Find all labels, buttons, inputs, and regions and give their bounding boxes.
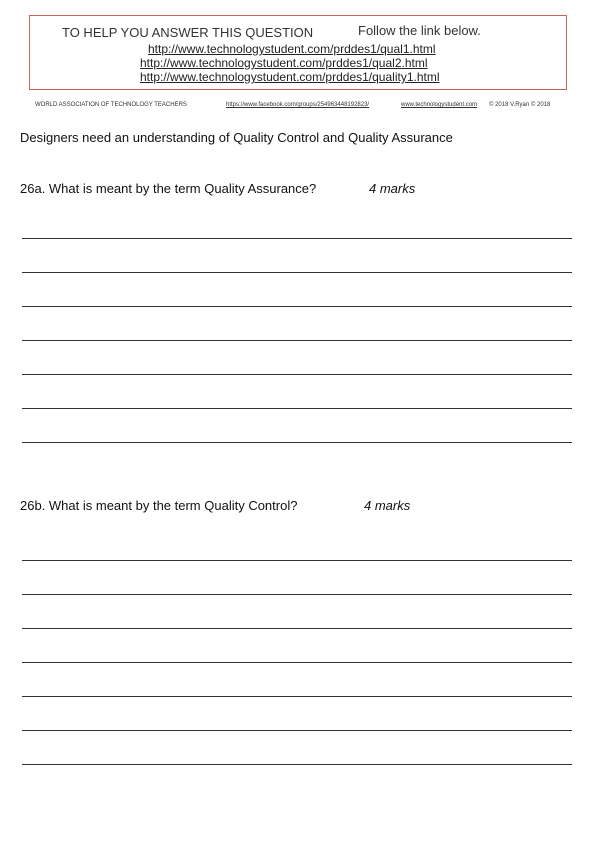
answer-line: [22, 628, 572, 629]
intro-text: Designers need an understanding of Quality Control and Quality Assurance: [20, 130, 453, 145]
answer-line: [22, 272, 572, 273]
help-follow-text: Follow the link below.: [358, 23, 481, 38]
answer-line: [22, 340, 572, 341]
help-box: [29, 15, 567, 90]
link-quality1[interactable]: http://www.technologystudent.com/prddes1/quality1.html: [140, 70, 440, 84]
question-26b: 26b. What is meant by the term Quality Control?: [20, 498, 298, 513]
answer-line: [22, 696, 572, 697]
link-qual2[interactable]: http://www.technologystudent.com/prddes1/qual2.html: [140, 56, 428, 70]
help-title: TO HELP YOU ANSWER THIS QUESTION: [62, 25, 314, 40]
answer-line: [22, 374, 572, 375]
answer-line: [22, 238, 572, 239]
footer-association: WORLD ASSOCIATION OF TECHNOLOGY TEACHERS: [35, 102, 187, 108]
footer-site-link[interactable]: www.technologystudent.com: [401, 102, 478, 108]
link-qual1[interactable]: http://www.technologystudent.com/prddes1/qual1.html: [148, 42, 436, 56]
answer-line: [22, 306, 572, 307]
answer-line: [22, 594, 572, 595]
answer-line: [22, 408, 572, 409]
marks-26b: 4 marks: [364, 498, 411, 513]
question-26a: 26a. What is meant by the term Quality Assurance?: [20, 181, 317, 196]
answer-line: [22, 442, 572, 443]
answer-line: [22, 662, 572, 663]
footer-copyright: © 2018 V.Ryan © 2018: [489, 102, 551, 108]
answer-line: [22, 764, 572, 765]
answer-line: [22, 730, 572, 731]
footer-facebook-link[interactable]: https://www.facebook.com/groups/254963448192823/: [226, 102, 370, 108]
marks-26a: 4 marks: [369, 181, 416, 196]
answer-line: [22, 560, 572, 561]
